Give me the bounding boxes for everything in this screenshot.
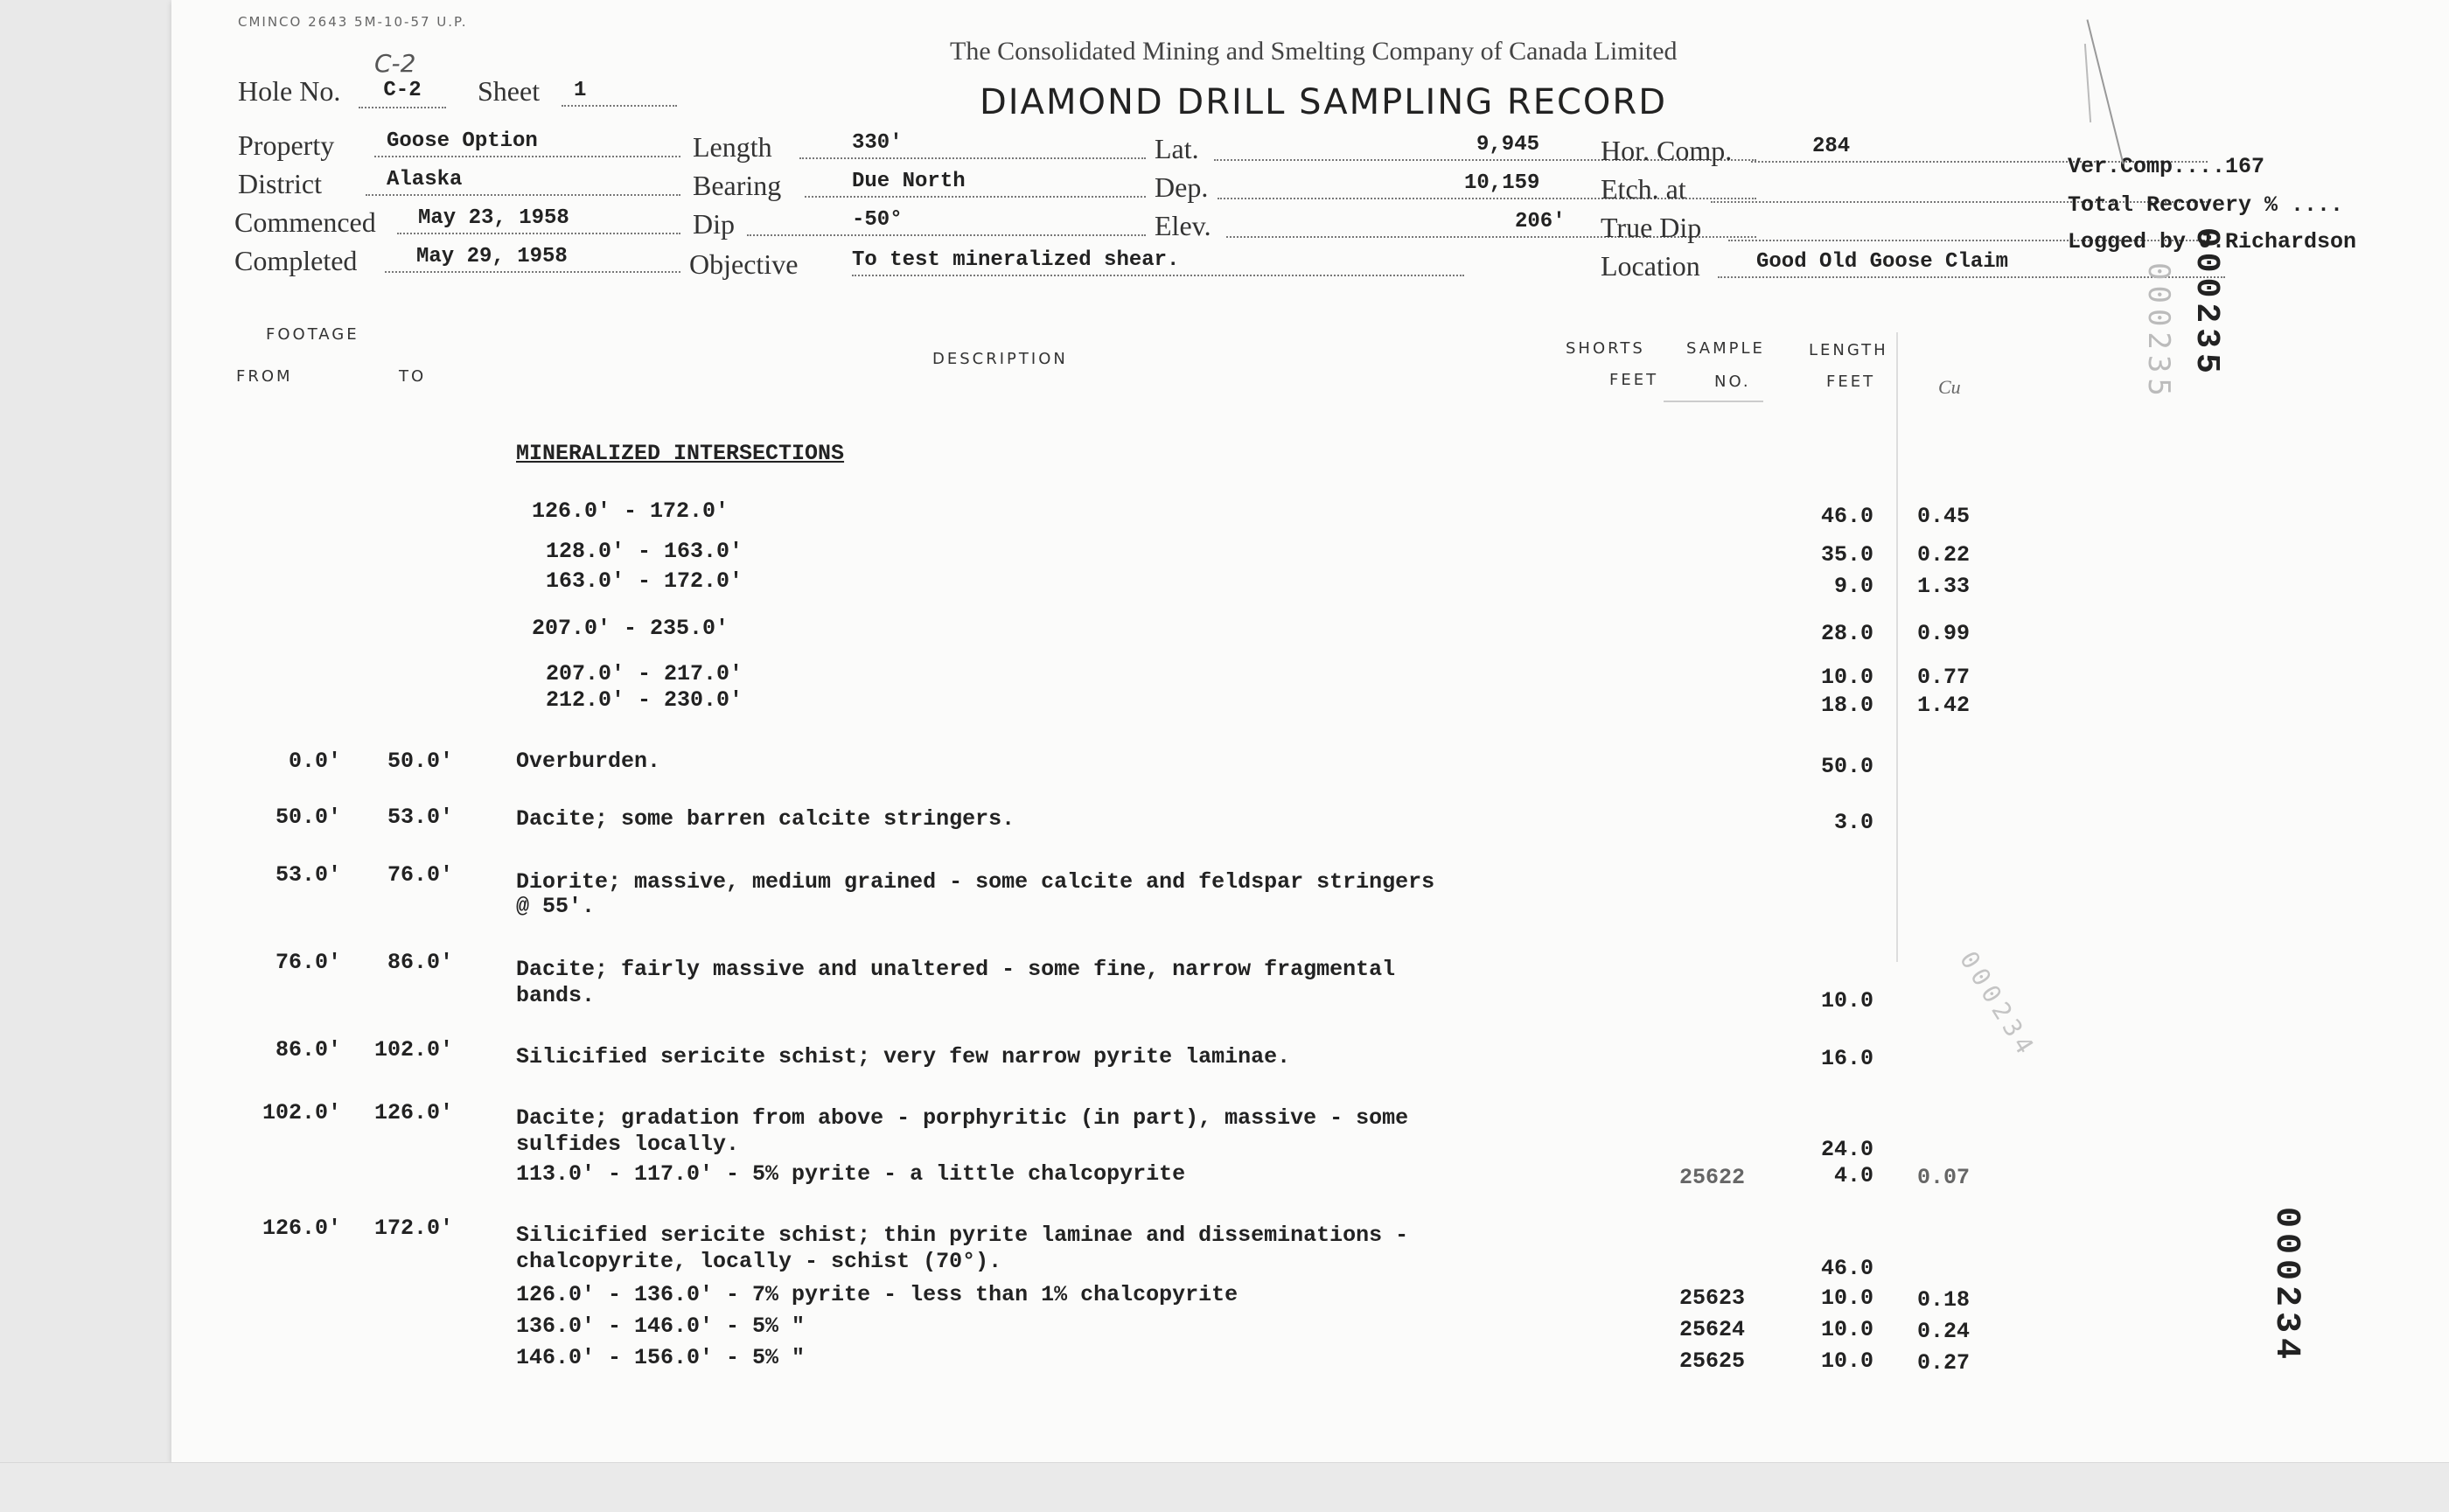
header-cu: Cu <box>1938 376 1961 398</box>
stamp-top: 000235 <box>2187 227 2225 379</box>
log-to: 76.0' <box>387 862 453 888</box>
sample-length: 4.0 <box>1833 1163 1873 1188</box>
intersection-range: 126.0' - 172.0' <box>532 498 729 524</box>
log-to: 126.0' <box>373 1100 453 1125</box>
completed-value: May 29, 1958 <box>385 245 680 273</box>
elev-value: 206' <box>1226 210 1756 238</box>
stamp-bottom: 000234 <box>2266 1207 2306 1365</box>
form-code: CMINCO 2643 5M-10-57 U.P. <box>238 14 468 30</box>
sample-length: 10.0 <box>1820 1348 1873 1374</box>
sample-desc: 113.0' - 117.0' - 5% pyrite - a little chalcopyrite <box>516 1161 1186 1187</box>
sample-no: 25622 <box>1679 1165 1746 1190</box>
lat-value: 9,945 <box>1214 133 1756 161</box>
log-from: 53.0' <box>275 862 341 888</box>
log-to: 86.0' <box>387 950 453 975</box>
crease-line-2 <box>2084 44 2091 122</box>
log-description: Diorite; massive, medium grained - some calcite and feldspar stringers <box>516 869 1435 895</box>
bearing-label: Bearing <box>693 170 782 201</box>
log-description: Dacite; some barren calcite stringers. <box>516 806 1015 832</box>
hole-label: Hole No. <box>238 75 341 107</box>
completed-label: Completed <box>234 245 358 276</box>
intersection-range: 163.0' - 172.0' <box>546 568 743 594</box>
header-to: TO <box>399 367 427 386</box>
sample-desc: 126.0' - 136.0' - 7% pyrite - less than 1% chalcopyrite <box>516 1282 1238 1307</box>
header-description: DESCRIPTION <box>932 350 1068 368</box>
sample-desc: 136.0' - 146.0' - 5% " <box>516 1313 806 1339</box>
intersection-length: 9.0 <box>1833 574 1873 599</box>
intersection-length: 10.0 <box>1820 665 1873 690</box>
log-length: 24.0 <box>1820 1137 1873 1162</box>
log-to: 53.0' <box>387 805 453 830</box>
log-description: Overburden. <box>516 749 661 774</box>
intersection-length: 18.0 <box>1820 693 1873 718</box>
log-description: Dacite; gradation from above - porphyritic (in part), massive - some <box>516 1105 1409 1131</box>
intersection-length: 35.0 <box>1820 542 1873 568</box>
log-length: 3.0 <box>1833 810 1873 835</box>
log-length: 46.0 <box>1820 1256 1873 1281</box>
commenced-value: May 23, 1958 <box>397 206 680 234</box>
header-from: FROM <box>236 367 293 386</box>
sheet-label: Sheet <box>478 75 541 107</box>
length-col-rule <box>1896 332 1898 962</box>
header-footage: FOOTAGE <box>266 325 359 344</box>
sample-cu: 0.18 <box>1917 1287 1971 1313</box>
sample-cu: 0.07 <box>1917 1165 1971 1190</box>
sample-col-rule <box>1664 401 1763 402</box>
sample-cu: 0.24 <box>1917 1319 1971 1344</box>
log-from: 76.0' <box>275 950 341 975</box>
location-value: Good Old Goose Claim <box>1718 250 2225 278</box>
objective-value: To test mineralized shear. <box>852 248 1464 276</box>
ver-comp-note: Ver.Comp....167 <box>2068 154 2265 179</box>
header-sample-no: NO. <box>1714 373 1751 391</box>
log-length: 16.0 <box>1820 1046 1873 1071</box>
log-to: 50.0' <box>387 749 453 774</box>
log-description-cont: bands. <box>516 983 596 1008</box>
hor-comp-label: Hor. Comp. <box>1601 135 1733 166</box>
logged-by-note: Logged by J.Richardson <box>2068 229 2357 254</box>
property-label: Property <box>238 129 335 161</box>
intersection-cu: 1.42 <box>1917 693 1971 718</box>
objective-label: Objective <box>689 248 799 280</box>
sample-desc: 146.0' - 156.0' - 5% " <box>516 1345 806 1370</box>
header-shorts: SHORTS <box>1566 339 1645 358</box>
property-value: Goose Option <box>374 129 680 157</box>
intersection-range: 212.0' - 230.0' <box>546 687 743 713</box>
intersection-range: 207.0' - 217.0' <box>546 661 743 686</box>
company-name: The Consolidated Mining and Smelting Company of Canada Limited <box>950 37 1678 66</box>
etch-label: Etch. at <box>1601 173 1686 205</box>
intersection-range: 128.0' - 163.0' <box>546 539 743 564</box>
commenced-label: Commenced <box>234 206 376 238</box>
sample-length: 10.0 <box>1820 1286 1873 1311</box>
length-value: 330' <box>799 131 1146 159</box>
log-description-cont: sulfides locally. <box>516 1132 740 1157</box>
location-label: Location <box>1601 250 1700 282</box>
header-length: LENGTH <box>1809 341 1888 359</box>
page-title: DIAMOND DRILL SAMPLING RECORD <box>980 82 1667 122</box>
log-length: 10.0 <box>1820 988 1873 1014</box>
hole-handwritten: C-2 <box>374 49 416 78</box>
log-to: 102.0' <box>373 1037 453 1063</box>
intersection-cu: 0.22 <box>1917 542 1971 568</box>
total-recovery-note: Total Recovery % .... <box>2068 192 2344 218</box>
true-dip-label: True Dip <box>1601 212 1702 243</box>
lat-label: Lat. <box>1155 133 1199 164</box>
log-from: 50.0' <box>275 805 341 830</box>
scan-bottom-margin <box>0 1462 2449 1512</box>
intersection-cu: 0.77 <box>1917 665 1971 690</box>
intersection-cu: 1.33 <box>1917 574 1971 599</box>
sample-no: 25623 <box>1679 1286 1746 1311</box>
stamp-faint: 000235 <box>2141 262 2176 401</box>
sample-no: 25625 <box>1679 1348 1746 1374</box>
log-description: Dacite; fairly massive and unaltered - some fine, narrow fragmental <box>516 957 1396 982</box>
length-label: Length <box>693 131 772 163</box>
dep-value: 10,159 <box>1218 171 1756 199</box>
stamp-diagonal: 000234 <box>1954 946 2042 1063</box>
district-value: Alaska <box>366 168 680 196</box>
intersection-range: 207.0' - 235.0' <box>532 616 729 641</box>
log-description-cont: chalcopyrite, locally - schist (70°). <box>516 1249 1002 1274</box>
log-to: 172.0' <box>373 1216 453 1241</box>
intersection-length: 46.0 <box>1820 504 1873 529</box>
district-label: District <box>238 168 322 199</box>
header-length-feet: FEET <box>1826 373 1876 391</box>
header-shorts-feet: FEET <box>1609 371 1659 389</box>
intersection-length: 28.0 <box>1820 621 1873 646</box>
section-title: MINERALIZED INTERSECTIONS <box>516 441 845 466</box>
sample-cu: 0.27 <box>1917 1350 1971 1376</box>
header-sample: SAMPLE <box>1686 339 1765 358</box>
log-description-cont: @ 55'. <box>516 894 596 919</box>
sample-no: 25624 <box>1679 1317 1746 1342</box>
log-from: 102.0' <box>262 1100 341 1125</box>
bearing-value: Due North <box>805 170 1146 198</box>
sample-length: 10.0 <box>1820 1317 1873 1342</box>
dep-label: Dep. <box>1155 171 1209 203</box>
record-sheet <box>171 0 2449 1462</box>
dip-label: Dip <box>693 208 735 240</box>
elev-label: Elev. <box>1155 210 1211 241</box>
log-from: 0.0' <box>288 749 341 774</box>
dip-value: -50° <box>747 208 1146 236</box>
intersection-cu: 0.99 <box>1917 621 1971 646</box>
hor-comp-value: 284 <box>1751 135 2208 163</box>
log-description: Silicified sericite schist; very few narrow pyrite laminae. <box>516 1044 1291 1070</box>
log-from: 126.0' <box>262 1216 341 1241</box>
intersection-cu: 0.45 <box>1917 504 1971 529</box>
log-description: Silicified sericite schist; thin pyrite laminae and disseminations - <box>516 1223 1409 1248</box>
hole-value: C-2 <box>359 79 446 108</box>
sheet-value: 1 <box>562 79 677 107</box>
log-length: 50.0 <box>1820 754 1873 779</box>
log-from: 86.0' <box>275 1037 341 1063</box>
